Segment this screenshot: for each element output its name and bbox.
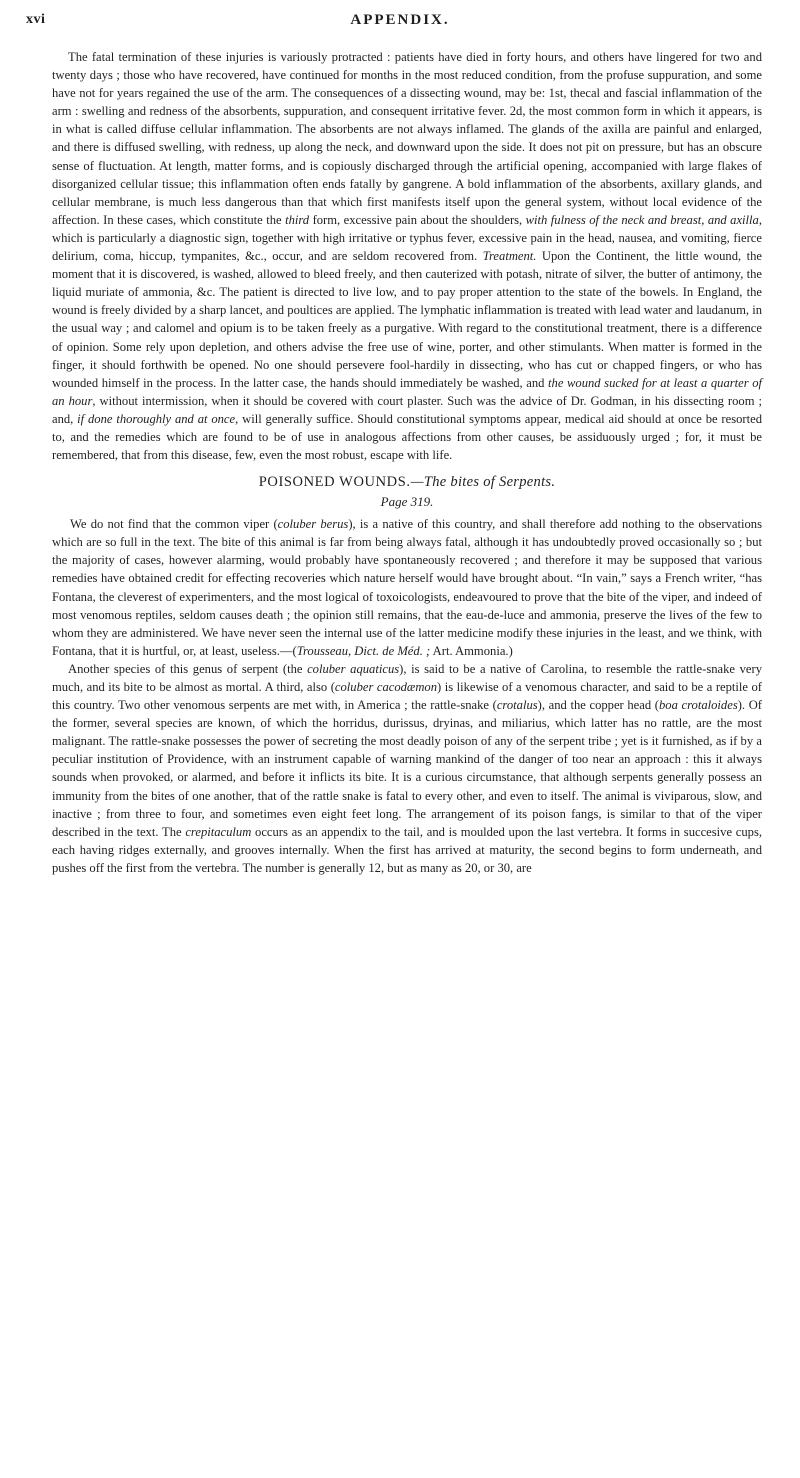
italic-run: Treatment. <box>482 249 537 264</box>
italic-run: coluber berus <box>277 517 349 532</box>
text-run: , without intermission, when it should be covered with court plaster. Such was the advice of Dr. Godman, in his dissecting room ; and, <box>52 393 762 426</box>
section-heading <box>52 472 762 492</box>
text-run: form, excessive pain about the shoulders, <box>309 212 526 227</box>
italic-run: coluber cacodæmon <box>334 680 438 694</box>
italic-run: boa crotaloides <box>659 698 738 713</box>
text-run: ), is a native of this country, and shall therefore add nothing to the observations which are so full in the text. The bite of this animal is far from being always fatal, although it has undoubtedly proved occasionally so ; but the majority of cases, however alarming, would probably have spontaneously recovered ; and therefore it may be supposed that various remedies have obtained credit for effecting recoveries which nature herself would have brought about. “In vain,” says a French writer, “has Fontana, the cleverest of experimenters, and the most logical of toxoicologists, endeavoured to prove that the bite of the viper, and indeed of most venomous reptiles, seldom causes death ; the opinion still remains, that the eau-de-luce and ammonia, preserve the lives of the few to whom they are administered. We have never seen the internal use of the latter medicine modify these injuries in the least, and we think, with Fontana, that it is hurtful, or, at least, useless.—( <box>52 517 762 658</box>
paragraph-dissecting-wounds <box>52 48 762 464</box>
italic-run: if done thoroughly and at once <box>77 411 236 426</box>
text-run: occurs as an appendix to the tail, and is moulded upon the last vertebra. It forms in succesive cups, each having ridges externally, and grooves internally. When the first has arrived at maturity, the second begins to form underneath, and pushes off the first from the vertebra. The number is generally 12, but as many as 20, or 30, are <box>52 824 762 875</box>
text-run: ), and the copper head ( <box>537 698 659 713</box>
text-run: ) is likewise of a venomous character, and said to be a reptile of this country. Two other venomous serpents are met with, in America ; the rattle-snake ( <box>52 680 762 713</box>
running-head <box>26 12 774 34</box>
body-text <box>52 48 762 877</box>
italic-run: Trousseau, Dict. de Méd. ; <box>296 643 431 658</box>
text-run: ), is said to be a native of Carolina, to resemble the rattle-snake very much, and its bite to be almost as mortal. A third, also ( <box>52 661 762 694</box>
italic-run: the wound sucked for at least a quarter of an hour <box>52 375 763 408</box>
page-reference: Page 319. <box>380 494 434 510</box>
italic-run: coluber aquaticus <box>307 661 400 676</box>
italic-run: with fulness of the neck and breast, and axilla <box>525 212 759 227</box>
page-number: xvi <box>26 12 46 27</box>
section-subtitle: —The bites of Serpents. <box>410 474 556 491</box>
text-run: Upon the Continent, the little wound, the moment that it is discovered, is washed, allowed to bleed freely, and then cauterized with potash, nitrate of silver, the butter of antimony, the liquid muriate of ammonia, &c. The patient is directed to live low, and to pay proper attention to the state of the bowels. In England, the wound is freely divided by a sharp lancet, and poultices are applied. The lymphatic inflammation is treated with lead water and laudanum, in the usual way ; and calomel and opium is to be taken freely as a purgative. With regard to the constitutional treatment, there is a difference of opinion. Some rely upon depletion, and others advise the free use of wine, porter, and other stimulants. When matter is formed in the finger, it should forthwith be opened. No one should persevere fool-hardily in dissecting, who has cut or chapped fingers, or who has wounded himself in the process. In the latter case, the hands should immediately be washed, and <box>52 249 762 390</box>
italic-run: crotalus <box>496 698 538 713</box>
text-run: Another species of this genus of serpent (the <box>68 661 308 676</box>
italic-run: third <box>285 212 310 227</box>
paragraph-common-viper <box>52 515 762 660</box>
running-title: APPENDIX. <box>350 12 450 28</box>
text-run: , will generally suffice. Should constitutional symptoms appear, medical aid should at once be resorted to, and the remedies which are found to be of use in analogous affections from other causes, be assiduously urged ; for, it must be remembered, that from this disease, few, even the most robust, escape with life. <box>52 411 762 463</box>
text-run: ). Of the former, several species are known, of which the horridus, durissus, dryinas, and miliarius, which latter has no rattle, are the most malignant. The rattle-snake possesses the power of secreting the most deadly poison of any of the serpent tribe ; yet is it furnished, as if by a peculiar institution of Providence, with an instrument capable of warning mankind of the danger of too near an approach : this it always sounds when provoked, or alarmed, and before it inflicts its bite. It is a curious circumstance, that although serpents generally possess an immunity from the bites of one another, that of the rattle snake is fatal to every other, and even to itself. The animal is viviparous, slow, and inactive ; from three to four, and sometimes even eight feet long. The arrangement of its poison fangs, is similar to that of the viper described in the text. The <box>52 698 763 839</box>
text-run: We do not find that the common viper ( <box>70 517 278 532</box>
italic-run: crepitaculum <box>185 824 252 839</box>
text-run: , which is particularly a diagnostic sign, together with high irritative or typhus fever, excessive pain in the head, nausea, and vomiting, fierce delirium, coma, hiccup, tympanites, &c., occur, and are seldom recovered from. <box>52 212 763 264</box>
paragraph-rattle-snake <box>52 660 762 877</box>
text-run: Art. Ammonia.) <box>430 643 513 658</box>
section-title: POISONED WOUNDS. <box>258 474 411 491</box>
text-run: The fatal termination of these injuries is variously protracted : patients have died in forty hours, and others have lingered for two and twenty days ; those who have recovered, have continued for months in the most reduced condition, from the profuse suppuration, and some have not for years regained the use of the arm. The consequences of a dissecting wound, may be: 1st, thecal and fascial inflammation of the arm : swelling and redness of the absorbents, suppuration, and consequent irritative fever. 2d, the most common form in which it appears, is in what is called diffuse cellular inflammation. The absorbents are not always inflamed. The glands of the axilla are painful and enlarged, and there is diffused swelling, with redness, up along the neck, and downward upon the side. It does not pit on pressure, but has an obscure sense of fluctuation. At length, matter forms, and is copiously discharged through the artificial opening, accompanied with large flakes of disorganized cellular tissue; this inflammation often ends fatally by gangrene. A bold inflammation of the absorbents, axillary glands, and cellular membrane, is much less dangerous than that which first manifests itself upon the general system, without local evidence of the affection. In these cases, which constitute the <box>52 50 762 227</box>
